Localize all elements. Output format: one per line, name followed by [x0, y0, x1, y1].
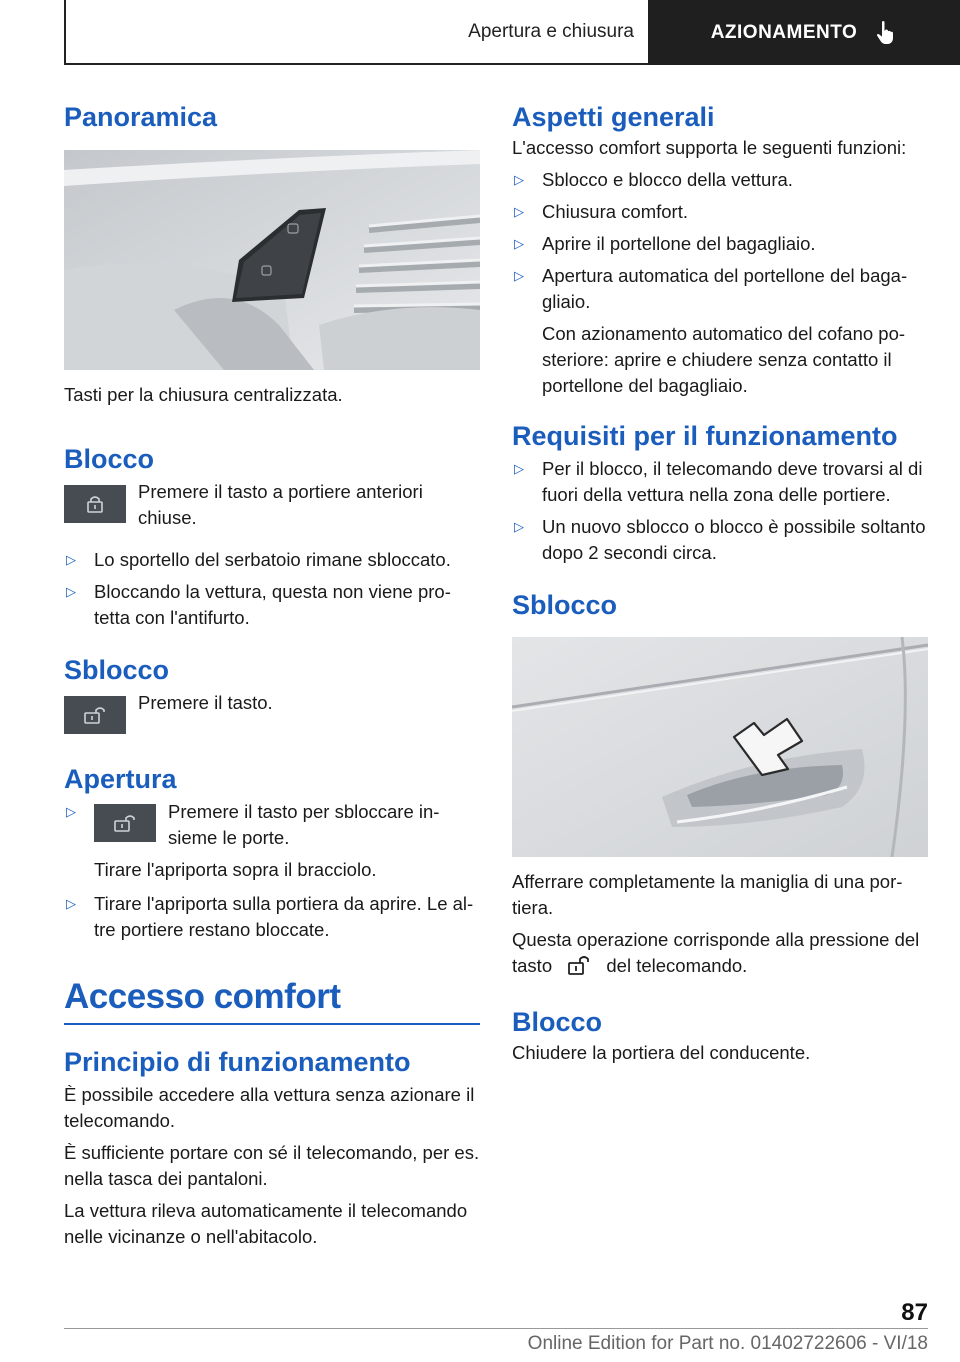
header-chapter-tab — [648, 0, 960, 65]
list-item: ▷ Sblocco e blocco della vettura. — [512, 167, 928, 193]
list-item: ▷ Aprire il portellone del bagagliaio. — [512, 231, 928, 257]
central-locking-buttons-illustration — [64, 150, 480, 370]
sblocco-text: Premere il tasto. — [138, 692, 273, 714]
unlock-key-button — [94, 804, 156, 842]
header-underline — [64, 63, 648, 65]
section-rule — [64, 1023, 480, 1025]
blocco-text: Premere il tasto a portiere anteriori chiuse. — [138, 481, 423, 529]
footer-rule — [64, 1328, 928, 1329]
list-item: ▷ Lo sportello del serbatoio rimane sbloccato. — [64, 547, 480, 573]
list-item: ▷ Per il blocco, il telecomando deve trovarsi al di fuori della vettura nella zona delle portiere. — [512, 456, 928, 508]
triangle-bullet-icon: ▷ — [514, 204, 524, 220]
heading-accesso-comfort: Accesso comfort — [64, 977, 341, 1017]
heading-sblocco-comfort: Sblocco — [512, 590, 618, 621]
right-column — [512, 102, 928, 1066]
door-handle-illustration — [512, 637, 928, 857]
list-item: ▷ Apertura automatica del portellone del bagagliaio. Con azionamento automatico del cofano posteriore: aprire e chiudere senza contatto il portellone del bagagliaio. — [512, 263, 928, 399]
triangle-bullet-icon: ▷ — [514, 172, 524, 188]
triangle-bullet-icon: ▷ — [514, 519, 524, 535]
door-handle-photo — [512, 637, 928, 857]
list-item: ▷ Tirare l'apriporta sulla portiera da aprire. Le altre portiere restano bloccate. — [64, 891, 480, 943]
door-panel-photo — [64, 150, 480, 370]
unlock-icon — [82, 705, 108, 725]
blocco-instruction — [64, 479, 480, 531]
list-item: ▷ Chiusura comfort. — [512, 199, 928, 225]
blocco-comfort-text: Chiudere la portiera del conducente. — [512, 1042, 811, 1064]
triangle-bullet-icon: ▷ — [66, 896, 76, 912]
header-section-title: Apertura e chiusura — [468, 20, 634, 42]
unlock-icon — [563, 954, 595, 976]
requisiti-bullets — [512, 456, 928, 566]
heading-blocco: Blocco — [64, 444, 155, 475]
sblocco-paragraph: Questa operazione corrisponde alla pressione del tasto del telecomando. — [512, 929, 920, 977]
list-item: ▷ Un nuovo sblocco o blocco è possibile soltanto dopo 2 secondi circa. — [512, 514, 928, 566]
header-chapter-label: AZIONAMENTO — [710, 21, 858, 43]
blocco-bullets — [64, 547, 480, 631]
panoramica-caption: Tasti per la chiusura centralizzata. — [64, 384, 343, 406]
heading-principio: Principio di funzionamento — [64, 1046, 411, 1077]
heading-blocco-comfort: Blocco — [512, 1007, 603, 1038]
principio-paragraph-3: La vettura rileva automaticamente il telecomando nelle vicinanze o nell'abitacolo. — [64, 1199, 468, 1247]
heading-sblocco: Sblocco — [64, 655, 170, 686]
aspetti-intro: L'accesso comfort supporta le seguenti funzioni: — [512, 137, 907, 159]
triangle-bullet-icon: ▷ — [66, 804, 76, 820]
principio-paragraph-2: È sufficiente portare con sé il telecomando, per es. nella tasca dei pantaloni. — [64, 1141, 480, 1189]
heading-requisiti: Requisiti per il funzionamento — [512, 421, 898, 452]
triangle-bullet-icon: ▷ — [514, 268, 524, 284]
aspetti-bullets — [512, 167, 928, 399]
triangle-bullet-icon: ▷ — [66, 552, 76, 568]
triangle-bullet-icon: ▷ — [514, 236, 524, 252]
triangle-bullet-icon: ▷ — [514, 461, 524, 477]
heading-panoramica: Panoramica — [64, 102, 218, 132]
triangle-bullet-icon: ▷ — [66, 584, 76, 600]
page-header — [0, 0, 960, 66]
sblocco-instruction — [64, 690, 480, 734]
principio-paragraph-1: È possibile accedere alla vettura senza azionare il telecomando. — [64, 1083, 475, 1131]
edition-note: Online Edition for Part no. 01402722606 - VI/18 — [527, 1333, 928, 1354]
lock-icon — [84, 494, 106, 514]
unlock-key-button — [64, 696, 126, 734]
pointing-hand-icon — [875, 20, 897, 46]
heading-aspetti-generali: Aspetti generali — [512, 102, 715, 132]
heading-apertura: Apertura — [64, 764, 177, 795]
unlock-icon — [112, 813, 138, 833]
apertura-bullets — [64, 799, 480, 943]
sblocco-caption: Afferrare completamente la maniglia di una portiera. — [512, 871, 903, 919]
list-item: ▷ Premere il tasto per sbloccare insieme le porte. Tirare l'apriporta sopra il bracciolo. — [64, 799, 480, 883]
page-number: 87 — [901, 1299, 928, 1326]
lock-key-button — [64, 485, 126, 523]
left-column — [64, 102, 480, 1250]
list-item: ▷ Bloccando la vettura, questa non viene protetta con l'antifurto. — [64, 579, 480, 631]
